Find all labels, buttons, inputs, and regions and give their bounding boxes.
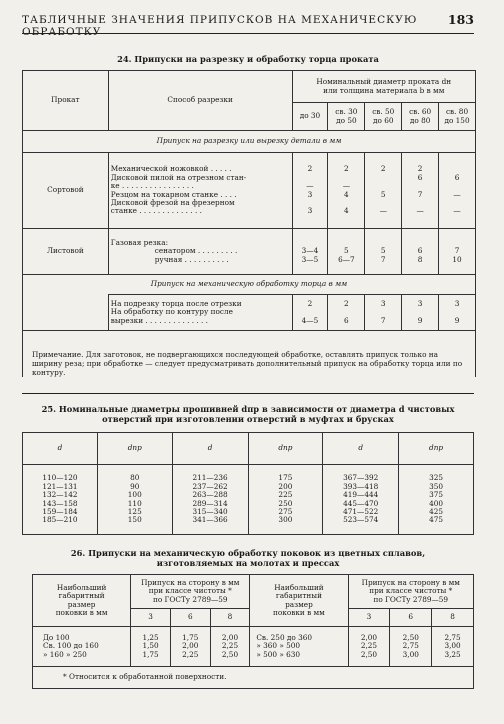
method-line: Резцом на токарном станке . . . .: [110, 189, 237, 199]
left-sizes: До 100 Св. 100 до 160 » 160 » 250: [33, 627, 131, 667]
cell: 3 7: [365, 295, 402, 331]
method-line: Дисковой пилой на отрезном стан-: [110, 172, 247, 182]
col-allowance-header: Припуск на сторону в мм при классе чистоты * по ГОСТу 2789—59: [131, 575, 250, 609]
col-prokat: Прокат: [23, 71, 109, 131]
table-25-title-line1: 25. Номинальные диаметры прошивней dпр в зависимости от диаметра d чистовых: [41, 404, 455, 414]
col-diameter-group: [292, 71, 476, 103]
method-line: Дисковой фрезой на фрезерном: [110, 197, 235, 207]
col-values: 367—392 393—418 419—444 445—470 471—522 523—574: [323, 465, 399, 535]
method-line: ручная . . . . . . . . . .: [154, 254, 229, 264]
cell: 2,00 2,25 2,50: [210, 627, 250, 667]
cell: 3—4 3—5: [292, 229, 328, 275]
col-diameter-line2: или толщина материала b в мм: [323, 85, 445, 95]
method-line: Механической ножовкой . . . . .: [110, 164, 232, 174]
method-line: Газовая резка:: [110, 237, 169, 247]
method-line: На подрезку торца после отрезки: [110, 298, 242, 308]
cell: 2 — 4 4: [328, 153, 365, 229]
cell: 2 6: [328, 295, 365, 331]
col-size: до 30: [292, 103, 328, 131]
col-dpr: dпр: [97, 433, 172, 465]
table-26: [32, 574, 474, 689]
col-size-header: Наибольший габаритный размер поковки в мм: [33, 575, 131, 627]
table-25: [22, 432, 474, 535]
cell: 2,75 3,00 3,25: [432, 627, 474, 667]
col-size-header: Наибольший габаритный размер поковки в мм: [250, 575, 348, 627]
col-d: d: [172, 433, 248, 465]
col-class: 6: [390, 609, 432, 627]
col-diameter-line1: Номинальный диаметр проката dн: [316, 77, 452, 87]
cell: 5 6—7: [328, 229, 365, 275]
table-26-title: [22, 548, 474, 568]
cell: 1,75 2,00 2,25: [170, 627, 210, 667]
col-values: 325 350 375 400 425 475: [399, 465, 474, 535]
header-rule: [22, 33, 474, 34]
cell: 3 9: [439, 295, 476, 331]
row-sortovoy: Сортовой: [23, 153, 109, 229]
col-d: d: [323, 433, 399, 465]
cell: 2 — 3 3: [292, 153, 328, 229]
face-methods: [108, 295, 292, 331]
col-size: св. 80 до 150: [439, 103, 476, 131]
col-values: 211—236 237—262 263—288 289—314 315—340 341—366: [172, 465, 248, 535]
table-24-note: Примечание. Для заготовок, не подвергающихся последующей обработке, оставлять припуск только на ширину реза; при обработке — следует предусматривать дополнительный припуск на обработку торца или по контуру.: [32, 350, 463, 377]
table-25-title-line2: отверстий при изготовлении отверстий в муфтах и брусках: [102, 414, 394, 424]
table-26-title-line2: изготовляемых на молотах и прессах: [156, 558, 340, 568]
cell: 6 — —: [439, 153, 476, 229]
col-values: 110—120 121—131 132—142 143—158 159—184 185—210: [23, 465, 98, 535]
table-26-footnote: * Относится к обработанной поверхности.: [33, 667, 474, 689]
col-values: 80 90 100 110 125 150: [97, 465, 172, 535]
col-size: св. 60 до 80: [402, 103, 439, 131]
col-method: Способ разрезки: [108, 71, 292, 131]
col-values: 175 200 225 250 275 300: [248, 465, 323, 535]
cell: 2,00 2,25 2,50: [348, 627, 390, 667]
cell: 7 10: [439, 229, 476, 275]
col-size: св. 30 до 50: [328, 103, 365, 131]
col-class: 8: [210, 609, 250, 627]
col-allowance-header: Припуск на сторону в мм при классе чистоты * по ГОСТу 2789—59: [348, 575, 473, 609]
cell: 2 6 7 —: [402, 153, 439, 229]
col-d: d: [23, 433, 98, 465]
cell: 3 9: [402, 295, 439, 331]
col-class: 6: [170, 609, 210, 627]
header-title: ТАБЛИЧНЫЕ ЗНАЧЕНИЯ ПРИПУСКОВ НА МЕХАНИЧЕСКУЮ ОБРАБОТКУ: [22, 14, 418, 38]
row-listovoy: Листовой: [23, 229, 109, 275]
method-line: На обработку по контуру после: [110, 307, 233, 317]
cell: 5 7: [365, 229, 402, 275]
cell: 2 4—5: [292, 295, 328, 331]
page-header: [22, 14, 474, 38]
cell: 2 5 —: [365, 153, 402, 229]
col-dpr: dпр: [399, 433, 474, 465]
table-24: [22, 70, 476, 331]
section-face: Припуск на механическую обработку торца в мм: [23, 275, 476, 295]
cell: 2,50 2,75 3,00: [390, 627, 432, 667]
method-line: вырезки . . . . . . . . . . . . . .: [110, 315, 209, 325]
col-dpr: dпр: [248, 433, 323, 465]
page-number: 183: [447, 12, 474, 27]
table-26-title-line1: 26. Припуски на механическую обработку поковок из цветных сплавов,: [70, 548, 426, 558]
table-24-bottom: [22, 393, 474, 394]
list-methods: [108, 229, 292, 275]
col-class: 3: [348, 609, 390, 627]
right-sizes: Св. 250 до 360 » 360 » 500 » 500 » 630: [250, 627, 348, 667]
method-line: ке . . . . . . . . . . . . . . . .: [110, 181, 194, 191]
section-cut: Припуск на разрезку или вырезку детали в мм: [23, 131, 476, 153]
method-line: станке . . . . . . . . . . . . . .: [110, 206, 202, 216]
col-class: 8: [432, 609, 474, 627]
cell: 6 8: [402, 229, 439, 275]
cell: 1,25 1,50 1,75: [131, 627, 171, 667]
table-25-title: [22, 404, 474, 424]
col-class: 3: [131, 609, 171, 627]
col-size: св. 50 до 60: [365, 103, 402, 131]
table-24-title: 24. Припуски на разрезку и обработку торца проката: [117, 54, 379, 64]
method-line: сенатором . . . . . . . . .: [154, 246, 238, 256]
sort-methods: [108, 153, 292, 229]
